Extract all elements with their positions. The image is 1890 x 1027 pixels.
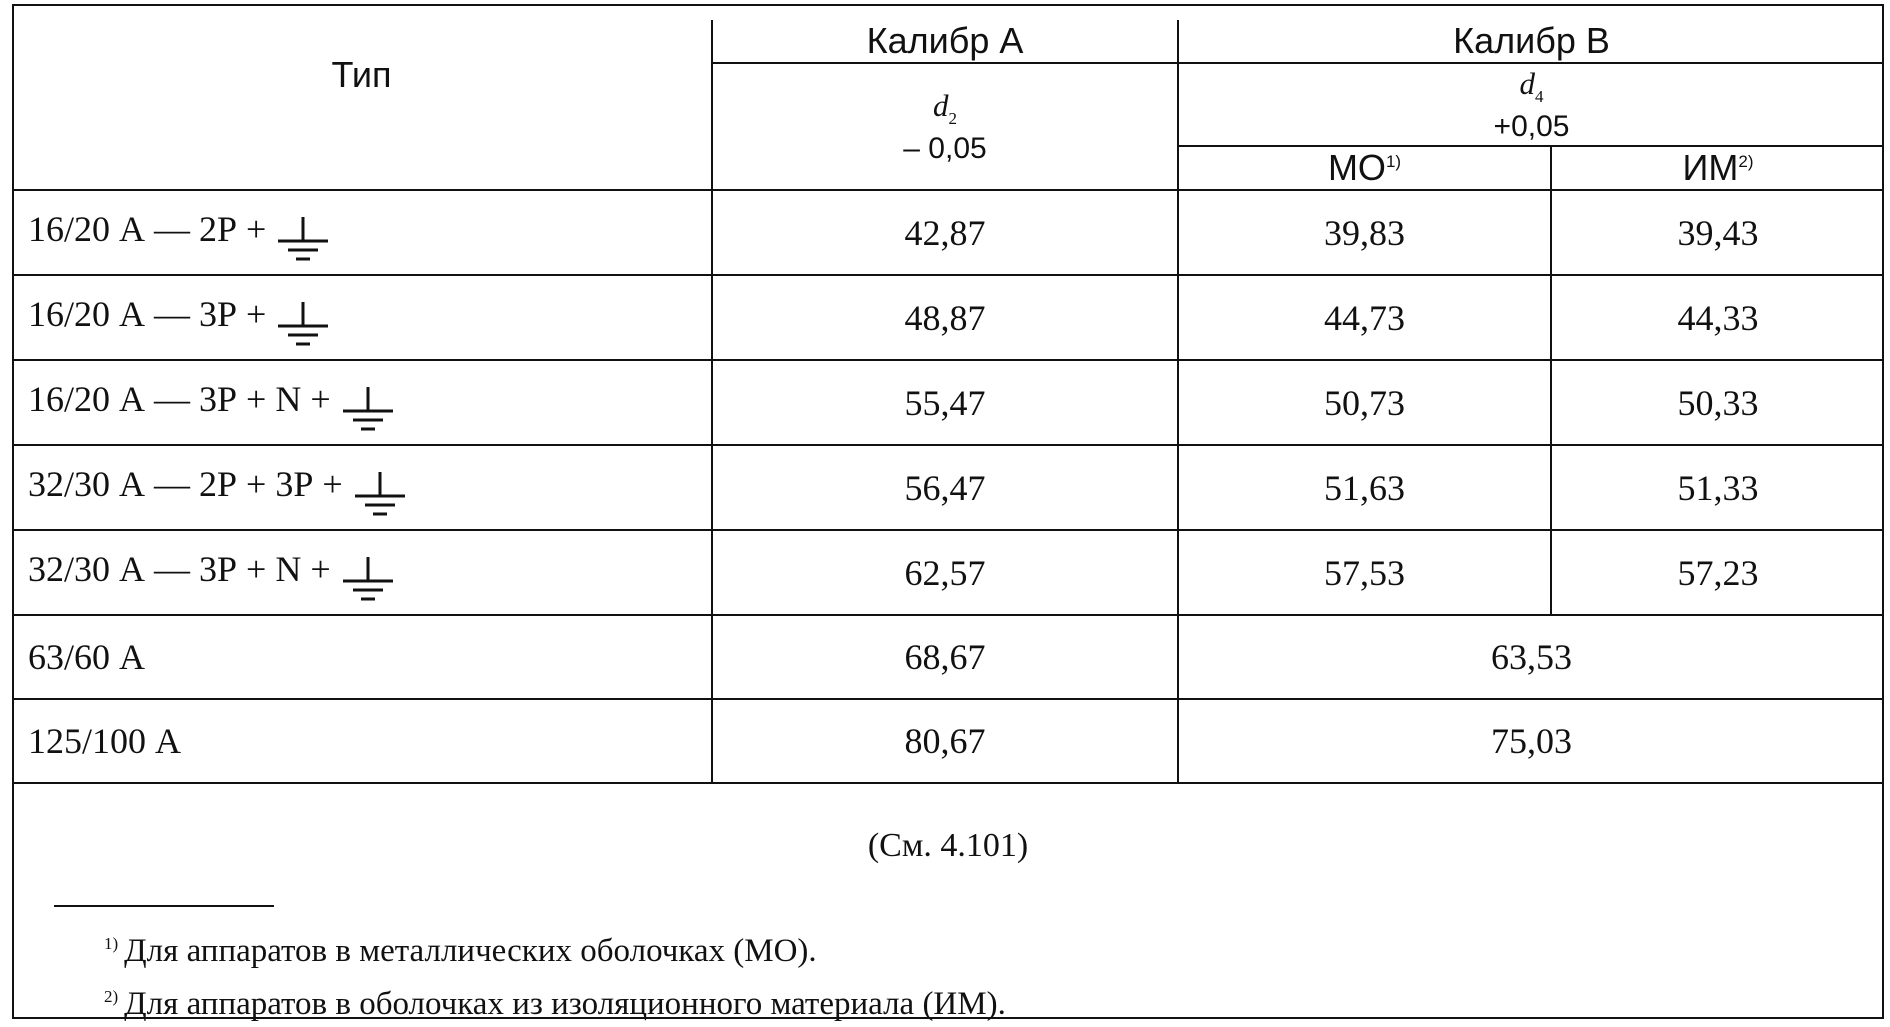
a-value: 42,87 [712,190,1178,275]
mo-label: МО [1327,147,1386,189]
a-value: 80,67 [712,699,1178,783]
footnote-2-mark: 2) [104,987,119,1006]
footnote-rule [54,905,274,907]
b-dimension-symbol [1494,64,1570,144]
b-merged-value: 75,03 [1178,699,1884,783]
caliber-b-label: Калибр В [1453,20,1610,61]
caliber-a-label: Калибр А [866,20,1024,61]
a-value: 62,57 [712,530,1178,615]
mo-value: 50,73 [1178,360,1551,445]
type-text: 16/20 А — 2Р + [28,209,267,250]
table-row [12,275,1884,360]
footnote-1-mark: 1) [104,934,119,953]
a-tolerance: – 0,05 [903,132,987,166]
im-value: 39,43 [1551,190,1884,275]
type-cell [12,530,712,615]
im-label: ИМ [1682,147,1739,189]
header-type [12,20,712,190]
header-caliber-a [712,20,1178,63]
table-row [12,360,1884,445]
type-text: 16/20 А — 3Р + N + [28,379,331,420]
type-text: 16/20 А — 3Р + [28,294,267,335]
header-mo [1178,146,1551,190]
table-row [12,190,1884,275]
ground-symbol-icon [274,215,332,263]
ground-symbol-icon [339,555,397,603]
b-symbol-sub: 4 [1535,87,1544,107]
a-dimension-symbol [903,86,986,166]
reference-text: (См. 4.101) [867,827,1029,864]
header-a-dimension [712,63,1178,190]
a-symbol: d [932,88,949,123]
type-cell [12,445,712,530]
type-text: 32/30 А — 2Р + 3Р + [28,464,343,505]
im-value: 57,23 [1551,530,1884,615]
header-type-label: Тип [331,54,392,95]
im-value: 51,33 [1551,445,1884,530]
mo-value: 51,63 [1178,445,1551,530]
table-row [12,615,1884,699]
footnote-1 [104,921,1884,974]
header-im [1551,146,1884,190]
a-value: 48,87 [712,275,1178,360]
footnote-2 [104,974,1884,1027]
mo-value: 39,83 [1178,190,1551,275]
b-tolerance: +0,05 [1493,110,1570,144]
type-cell [12,615,712,699]
im-value: 50,33 [1551,360,1884,445]
a-symbol-sub: 2 [948,109,957,129]
im-footnote-mark: 2) [1738,152,1754,172]
type-text: 63/60 А [28,637,145,678]
type-cell [12,190,712,275]
type-cell [12,699,712,783]
footnote-2-text: Для аппаратов в оболочках из изоляционного материала (ИМ). [124,986,1006,1022]
table-row [12,445,1884,530]
im-value: 44,33 [1551,275,1884,360]
mo-value: 44,73 [1178,275,1551,360]
b-merged-value: 63,53 [1178,615,1884,699]
type-cell [12,360,712,445]
type-text: 125/100 А [28,721,181,762]
a-value: 68,67 [712,615,1178,699]
a-value: 56,47 [712,445,1178,530]
footnote-1-text: Для аппаратов в металлических оболочках (МО). [124,933,817,969]
mo-footnote-mark: 1) [1385,152,1402,172]
caliber-table [12,20,1884,784]
mo-value: 57,53 [1178,530,1551,615]
b-symbol: d [1519,66,1535,101]
ground-symbol-icon [339,385,397,433]
footer-section [12,797,1884,1027]
ground-symbol-icon [351,470,409,518]
a-value: 55,47 [712,360,1178,445]
type-text: 32/30 А — 3Р + N + [28,549,331,590]
ground-symbol-icon [274,300,332,348]
type-cell [12,275,712,360]
table-row [12,530,1884,615]
header-b-dimension [1178,63,1884,146]
table-row [12,699,1884,783]
header-caliber-b [1178,20,1884,63]
